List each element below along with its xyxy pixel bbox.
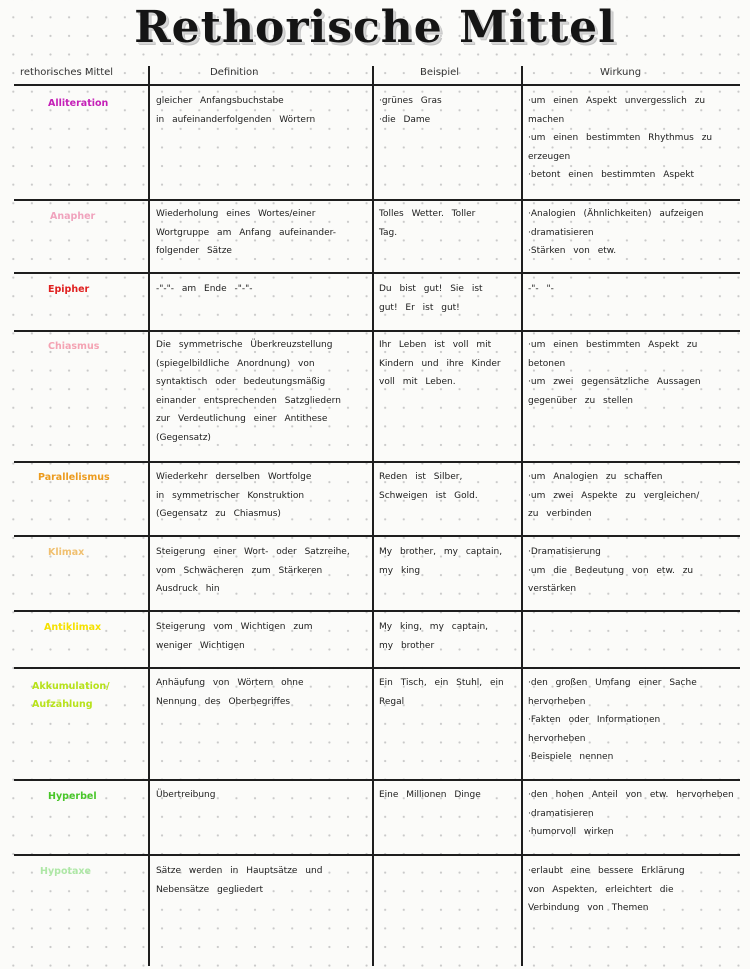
- effect-hypotaxe: ·erlaubt eine bessere Erklärung von Aspekten, erleichtert die Verbindung von Themen: [528, 866, 685, 914]
- definition-epipher: -"-"- am Ende -"-"-: [156, 284, 253, 294]
- effect-anapher: ·Analogien (Ähnlichkeiten) aufzeigen ·dramatisieren ·Stärken von etw.: [528, 209, 704, 257]
- header-example: Beispiel: [420, 67, 460, 78]
- term-antiklimax: Antiklimax: [44, 622, 102, 633]
- page-title: Rethorische Mittel: [134, 2, 616, 53]
- effect-chiasmus: ·um einen bestimmten Aspekt zu betonen ·um zwei gegensätzliche Aussagen gegenüber zu stellen: [528, 340, 701, 406]
- example-anapher: Tolles Wetter. Toller Tag.: [379, 209, 476, 238]
- column-divider: [148, 66, 150, 966]
- example-klimax: My brother, my captain, my king: [379, 547, 503, 576]
- header-effect: Wirkung: [600, 67, 642, 78]
- example-hyperbel: Eine Millionen Dinge: [379, 790, 481, 800]
- definition-alliteration: gleicher Anfangsbuchstabe in aufeinanderfolgenden Wörtern: [156, 96, 316, 125]
- header-term: rethorisches Mittel: [20, 67, 114, 78]
- definition-antiklimax: Steigerung vom Wichtigen zum weniger Wichtigen: [156, 622, 313, 651]
- column-divider: [372, 66, 374, 966]
- term-klimax: Klimax: [48, 547, 85, 558]
- definition-parallelismus: Wiederkehr derselben Wortfolge in symmetrischer Konstruktion (Gegensatz zu Chiasmus): [156, 472, 312, 520]
- effect-hyperbel: ·den hohen Anteil von etw. hervorheben ·dramatisieren ·humorvoll wirken: [528, 790, 734, 838]
- effect-akkumulation: ·den großen Umfang einer Sache hervorheben ·Fakten oder Informationen hervorheben ·Beispiele nennen: [528, 678, 697, 763]
- row-divider: [14, 667, 740, 669]
- effect-klimax: ·Dramatisierung ·um die Bedeutung von etw. zu verstärken: [528, 547, 694, 595]
- term-hypotaxe: Hypotaxe: [40, 866, 91, 877]
- example-epipher: Du bist gut! Sie ist gut! Er ist gut!: [379, 284, 483, 313]
- row-divider: [14, 199, 740, 201]
- definition-akkumulation: Anhäufung von Wörtern ohne Nennung des Oberbegriffes: [156, 678, 304, 707]
- row-divider: [14, 461, 740, 463]
- definition-hypotaxe: Sätze werden in Hauptsätze und Nebensätze gegliedert: [156, 866, 323, 895]
- column-divider: [521, 66, 523, 966]
- definition-chiasmus: Die symmetrische Überkreuzstellung (spiegelbildliche Anordnung) von syntaktisch oder bedeutungsmäßig einander entsprechenden Satzgliedern zur Verdeutlichung einer Antithese (Gegensatz): [156, 340, 341, 443]
- example-chiasmus: Ihr Leben ist voll mit Kindern und ihre Kinder voll mit Leben.: [379, 340, 501, 388]
- header-divider: [14, 84, 740, 86]
- term-anapher: Anapher: [50, 211, 96, 222]
- definition-klimax: Steigerung einer Wort- oder Satzreihe, vom Schwächeren zum Stärkeren Ausdruck hin: [156, 547, 350, 595]
- term-hyperbel: Hyperbel: [48, 791, 97, 802]
- example-antiklimax: My king, my captain, my brother: [379, 622, 489, 651]
- term-akkumulation: Akkumulation/ Aufzählung: [32, 681, 110, 710]
- header-definition: Definition: [210, 67, 259, 78]
- example-akkumulation: Ein Tisch, ein Stuhl, ein Regal: [379, 678, 504, 707]
- term-chiasmus: Chiasmus: [48, 341, 100, 352]
- row-divider: [14, 610, 740, 612]
- definition-hyperbel: Übertreibung: [156, 790, 216, 800]
- term-alliteration: Alliteration: [48, 98, 109, 109]
- row-divider: [14, 330, 740, 332]
- term-parallelismus: Parallelismus: [38, 472, 110, 483]
- effect-epipher: -"- "-: [528, 284, 554, 294]
- term-epipher: Epipher: [48, 284, 90, 295]
- row-divider: [14, 535, 740, 537]
- effect-alliteration: ·um einen Aspekt unvergesslich zu machen ·um einen bestimmten Rhythmus zu erzeugen ·betont einen bestimmten Aspekt: [528, 96, 713, 181]
- example-parallelismus: Reden ist Silber, Schweigen ist Gold.: [379, 472, 478, 501]
- row-divider: [14, 272, 740, 274]
- example-alliteration: ·grünes Gras ·die Dame: [379, 96, 442, 125]
- row-divider: [14, 779, 740, 781]
- row-divider: [14, 854, 740, 856]
- effect-parallelismus: ·um Analogien zu schaffen ·um zwei Aspekte zu vergleichen/ zu verbinden: [528, 472, 700, 520]
- definition-anapher: Wiederholung eines Wortes/einer Wortgruppe am Anfang aufeinander- folgender Sätze: [156, 209, 336, 257]
